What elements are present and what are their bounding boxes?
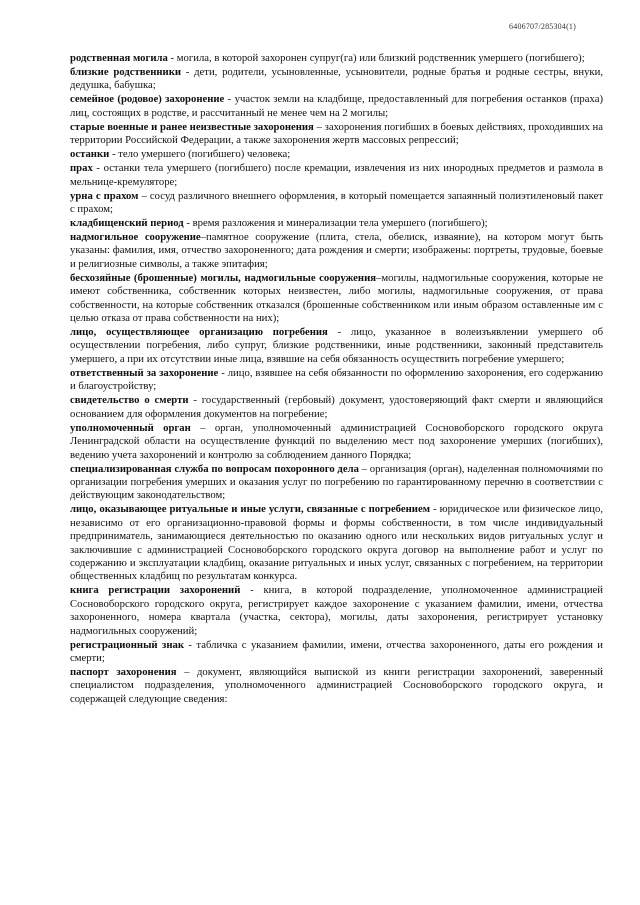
definition-paragraph: [70, 326, 603, 366]
definition-term: ответственный за захоронение: [70, 366, 219, 379]
definition-separator: -: [181, 66, 195, 78]
definition-text: время разложения и минерализации тела умершего (погибшего);: [192, 217, 488, 230]
definition-separator: -: [218, 366, 228, 379]
definition-term: лицо, осуществляющее организацию погребения: [70, 326, 328, 339]
definition-text: могилы, надмогильные сооружения, которые не имеют собственника, собственник которых неизвестен, либо могилы, надмогильные сооружения, от права собственности, на которые собственник отказался (брошенные собственником или иным образом оставленные им с целью отказа от права собственности на них);: [70, 271, 603, 325]
definition-separator: –: [176, 665, 197, 678]
definition-paragraph: [70, 52, 603, 65]
definition-separator: -: [167, 52, 177, 64]
definition-text: памятное сооружение (плита, стела, обелиск, изваяние), на котором могут быть указаны: фамилия, имя, отчество захороненного; дата рождения и смерти; изображены: портреты, трудовые, боевые и религиозные символы, а также эпитафия;: [70, 231, 603, 270]
definition-text: дети, родители, усыновленные, усыновители, родные братья и родные сестры, внуки, дедушка, бабушка;: [70, 66, 604, 92]
definition-term: лицо, оказывающее ритуальные и иные услуги, связанные с погребением: [70, 503, 430, 516]
definition-text: организация (орган), наделенная полномочиями по организации погребения умерших и оказания услуг по погребению по гарантированному перечню в соответствии с действующим законодательством;: [70, 462, 603, 502]
definition-paragraph: [70, 190, 603, 217]
definition-separator: –: [313, 120, 325, 133]
definition-separator: -: [327, 326, 351, 339]
definition-term: надмогильное сооружение: [70, 231, 201, 244]
definition-term: паспорт захоронения: [70, 665, 177, 678]
definition-term: кладбищенский период: [70, 217, 184, 230]
definition-paragraph: [70, 584, 603, 638]
definition-term: останки: [70, 148, 110, 161]
definition-paragraph: [70, 503, 603, 583]
definition-text: могила, в которой захоронен супруг(га) или близкий родственник умершего (погибшего);: [176, 52, 585, 64]
definition-separator: -: [183, 638, 197, 651]
definition-term: уполномоченный орган: [70, 421, 191, 434]
definition-separator: -: [224, 93, 235, 106]
definition-term: регистрационный знак: [70, 638, 184, 651]
definitions-list: [70, 52, 603, 707]
definition-text: табличка с указанием фамилии, имени, отчества захороненного, даты его рождения и смерти;: [70, 638, 604, 664]
definition-paragraph: [70, 162, 603, 189]
definition-term: старые военные и ранее неизвестные захоронения: [70, 120, 314, 133]
definition-term: прах: [70, 162, 93, 175]
definition-text: книга, в которой подразделение, уполномоченное администрацией Сосновоборского городского округа, регистрирует каждое захоронение с указанием фамилии, имени, отчества захороненного, номера квартала (участка, сектора), могилы, даты захоронения, регистрирует установку надмогильных сооружений;: [70, 584, 604, 637]
definition-paragraph: [70, 272, 603, 326]
definition-paragraph: [70, 231, 603, 271]
definition-separator: -: [183, 217, 193, 230]
definition-text: документ, являющийся выпиской из книги регистрации захоронений, заверенный специалистом подразделения, уполномоченного администрацией Сосновоборского городского округа, и содержащей следующие сведения:: [70, 665, 604, 705]
definition-separator: –: [200, 231, 207, 244]
definition-paragraph: [70, 367, 603, 394]
definition-text: участок земли на кладбище, предоставленный для погребения останков (праха) лиц, состоящих в родстве, и рассчитанный не менее чем на 2 могилы;: [70, 93, 603, 119]
definition-paragraph: [70, 217, 603, 230]
definition-text: юридическое или физическое лицо, независимо от его организационно-правовой формы и формы собственности, в том числе индивидуальный предприниматель, занимающиеся деятельностью по оказанию одного или нескольких видов ритуальных услуг и заключившие с администрацией Сосновоборского городского округа договор на выполнение работ и услуг по содержанию и эксплуатации кладбищ, оказание ритуальных и иных услуг, связанных с погребением, на территории общественных кладбищ по результатам конкурса.: [70, 503, 604, 583]
definition-text: останки тела умершего (погибшего) после кремации, извлечения из них инородных предметов и размола в мельнице-кремуляторе;: [70, 162, 603, 188]
definition-paragraph: [70, 394, 603, 421]
definition-separator: –: [376, 271, 382, 284]
definition-separator: –: [138, 189, 150, 202]
definition-paragraph: [70, 148, 603, 161]
definition-term: близкие родственники: [70, 66, 182, 78]
definition-text: лицо, указанное в волеизъявлении умершего об осуществлении погребения, либо супруг, близкие родственники, иные родственники, законный представитель умершего, а при их отсутствии иные лица, взявшие на себя обязанность осуществить погребение умершего;: [70, 326, 604, 365]
definition-text: лицо, взявшее на себя обязанности по оформлению захоронения, его содержанию и благоустройству;: [70, 366, 603, 393]
document-number: 6406707/285304(1): [509, 22, 576, 31]
definition-text: сосуд различного внешнего оформления, в который помещается запаянный полиэтиленовый пакет с прахом;: [70, 189, 604, 216]
definition-term: бесхозяйные (брошенные) могилы, надмогильные сооружения: [70, 271, 377, 284]
definition-term: родственная могила: [70, 52, 168, 64]
definition-text: захоронения погибших в боевых действиях, проходивших на территории Российской Федерации, а также захоронения жертв массовых репрессий;: [70, 120, 603, 147]
definition-separator: -: [188, 394, 202, 407]
definition-separator: -: [109, 148, 119, 161]
definition-term: свидетельство о смерти: [70, 394, 189, 407]
definition-separator: -: [92, 162, 104, 175]
definition-paragraph: [70, 66, 603, 93]
definition-separator: –: [190, 421, 215, 434]
definition-text: орган, уполномоченный администрацией Сосновоборского городского округа Ленинградской области на осуществление функций по выделению мест под захоронение умерших (погибших), ведению учета захоронений и контролю за соблюдением данного Порядка;: [70, 421, 603, 461]
definition-paragraph: [70, 639, 603, 666]
definition-paragraph: [70, 666, 603, 706]
definition-paragraph: [70, 422, 603, 462]
definition-text: тело умершего (погибшего) человека;: [118, 148, 291, 161]
definition-paragraph: [70, 463, 603, 503]
definition-term: семейное (родовое) захоронение: [70, 93, 225, 106]
definition-separator: –: [358, 462, 370, 475]
definition-paragraph: [70, 121, 603, 148]
definition-text: государственный (гербовый) документ, удостоверяющий факт смерти и являющийся основанием для оформления документов на погребение;: [70, 394, 604, 420]
definition-separator: -: [240, 584, 264, 597]
definition-term: книга регистрации захоронений: [70, 584, 241, 597]
definition-separator: -: [429, 503, 440, 516]
definition-term: урна с прахом: [70, 189, 139, 202]
definition-paragraph: [70, 93, 603, 120]
definition-term: специализированная служба по вопросам похоронного дела: [70, 462, 359, 475]
